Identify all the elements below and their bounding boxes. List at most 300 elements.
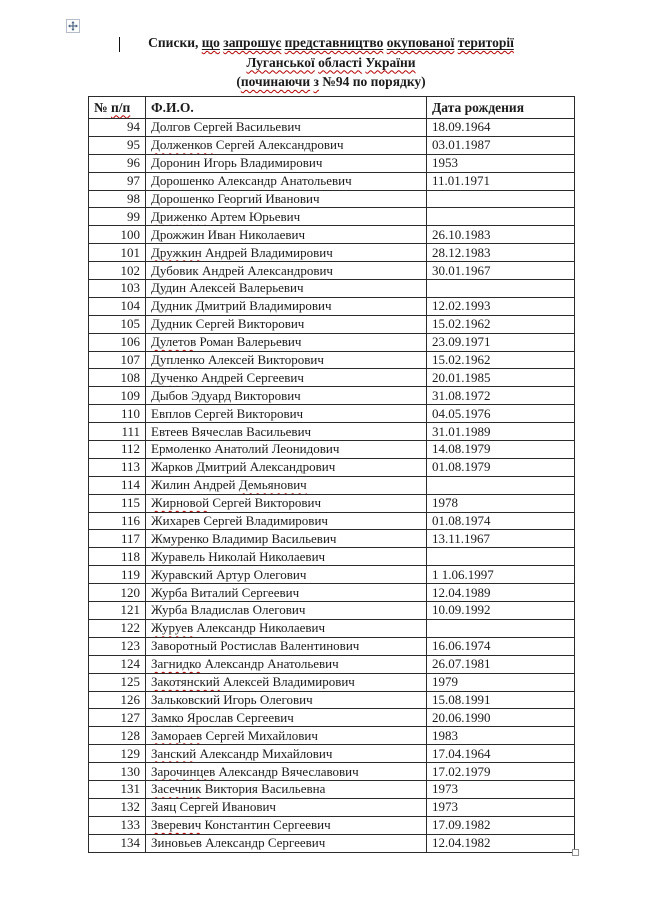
row-number-cell[interactable]: 119 xyxy=(89,566,146,584)
row-number-cell[interactable]: 110 xyxy=(89,405,146,423)
name-word: Дорошенко xyxy=(151,191,215,206)
row-number-cell[interactable]: 95 xyxy=(89,136,146,154)
name-word: Алексей xyxy=(222,674,270,690)
row-birthdate-cell[interactable]: 1 1.06.1997 xyxy=(427,566,575,584)
name-word: Игорь xyxy=(223,691,257,707)
name-word: Журба xyxy=(151,584,188,600)
table-row xyxy=(89,619,575,637)
name-word: Александрович xyxy=(258,137,344,153)
row-birthdate-cell[interactable]: 17.02.1979 xyxy=(427,763,575,781)
name-word: Журавель xyxy=(151,548,206,564)
table-row xyxy=(89,655,575,673)
row-birthdate-cell[interactable]: 17.09.1982 xyxy=(427,816,575,834)
row-name-cell[interactable] xyxy=(146,119,427,137)
row-number-cell[interactable]: 109 xyxy=(89,387,146,405)
row-name-cell[interactable] xyxy=(146,423,427,441)
row-number-cell[interactable]: 102 xyxy=(89,262,146,280)
row-name-cell[interactable] xyxy=(146,816,427,834)
names-table xyxy=(88,96,575,853)
row-name-cell[interactable] xyxy=(146,476,427,494)
row-number-cell[interactable]: 127 xyxy=(89,709,146,727)
row-number-cell[interactable]: 97 xyxy=(89,172,146,190)
row-number-cell[interactable]: 115 xyxy=(89,494,146,512)
text-segment: п/п xyxy=(110,99,131,115)
row-name-cell[interactable] xyxy=(146,691,427,709)
name-word: Андрей xyxy=(205,244,248,260)
name-word: Дриженко xyxy=(151,208,208,224)
name-word: Сергей xyxy=(193,119,233,135)
name-word: Викторович xyxy=(237,316,305,332)
name-word: Артем xyxy=(210,208,246,224)
name-word: Сергей xyxy=(215,137,255,153)
row-birthdate-cell[interactable]: 1973 xyxy=(427,780,575,798)
name-word: Зиновьев xyxy=(151,835,202,851)
name-word: Виталий xyxy=(190,584,239,600)
col-header-name[interactable] xyxy=(146,97,427,119)
name-word: Владимир xyxy=(212,530,269,546)
table-row xyxy=(89,405,575,423)
name-word: Михайлович xyxy=(247,727,318,743)
row-name-cell[interactable] xyxy=(146,136,427,154)
table-row xyxy=(89,172,575,190)
name-word: Валерьевич xyxy=(238,280,304,296)
row-name-cell[interactable] xyxy=(146,280,427,298)
name-word: Сергей xyxy=(195,316,235,332)
name-word: Андрей xyxy=(193,477,236,493)
table-row xyxy=(89,780,575,798)
name-word: Зальковский xyxy=(151,691,221,707)
row-name-cell[interactable] xyxy=(146,709,427,727)
row-number-cell[interactable]: 117 xyxy=(89,530,146,548)
table-row xyxy=(89,315,575,333)
name-word: Владислав xyxy=(190,602,250,618)
row-name-cell[interactable] xyxy=(146,637,427,655)
text-segment: ( xyxy=(236,74,241,89)
row-name-cell[interactable] xyxy=(146,619,427,637)
row-number-cell[interactable]: 112 xyxy=(89,441,146,459)
name-word: Сергеевич xyxy=(246,369,304,385)
row-name-cell[interactable] xyxy=(146,798,427,816)
row-birthdate-cell[interactable] xyxy=(427,280,575,298)
table-row xyxy=(89,441,575,459)
name-word: Ярослав xyxy=(186,709,234,725)
row-number-cell[interactable]: 99 xyxy=(89,208,146,226)
name-word: Замко xyxy=(151,709,184,725)
table-row xyxy=(89,494,575,512)
row-birthdate-cell[interactable]: 01.08.1974 xyxy=(427,512,575,530)
name-word: Иванович xyxy=(221,799,276,815)
text-segment: області xyxy=(318,54,363,70)
name-word: Владимирович xyxy=(249,298,332,314)
name-word: Замораев xyxy=(151,727,203,743)
row-birthdate-cell[interactable]: 12.04.1982 xyxy=(427,834,575,852)
row-name-cell[interactable] xyxy=(146,208,427,226)
name-word: Константин xyxy=(204,817,270,833)
row-name-cell[interactable] xyxy=(146,441,427,459)
table-row xyxy=(89,763,575,781)
table-row xyxy=(89,476,575,494)
name-word: Викторович xyxy=(254,495,321,511)
name-word: Анатольевич xyxy=(267,656,339,672)
row-number-cell[interactable]: 100 xyxy=(89,226,146,244)
name-word: Александр xyxy=(217,173,277,189)
table-row xyxy=(89,709,575,727)
table-row xyxy=(89,816,575,834)
row-name-cell[interactable] xyxy=(146,315,427,333)
name-word: Сергеевич xyxy=(236,709,294,725)
text-segment: Ф.И.О. xyxy=(151,99,194,115)
row-birthdate-cell[interactable] xyxy=(427,619,575,637)
row-birthdate-cell[interactable]: 13.11.1967 xyxy=(427,530,575,548)
col-header-number[interactable] xyxy=(89,97,146,119)
row-number-cell[interactable]: 126 xyxy=(89,691,146,709)
name-word: Евплов xyxy=(151,405,192,421)
name-word: Валерьевич xyxy=(236,334,302,350)
name-word: Игорь xyxy=(203,155,237,171)
row-number-cell[interactable]: 130 xyxy=(89,763,146,781)
table-row xyxy=(89,673,575,691)
name-word: Николай xyxy=(208,548,256,564)
row-birthdate-cell[interactable]: 20.01.1985 xyxy=(427,369,575,387)
row-number-cell[interactable]: 106 xyxy=(89,333,146,351)
name-word: Александр xyxy=(218,763,278,779)
table-row xyxy=(89,154,575,172)
row-birthdate-cell[interactable]: 10.09.1992 xyxy=(427,602,575,620)
name-word: Дудник xyxy=(151,298,193,314)
name-word: Сергеевич xyxy=(267,835,326,851)
table-row xyxy=(89,387,575,405)
name-word: Олегович xyxy=(252,602,306,618)
row-number-cell[interactable]: 101 xyxy=(89,244,146,262)
row-name-cell[interactable] xyxy=(146,262,427,280)
name-word: Викторович xyxy=(234,387,301,403)
row-birthdate-cell[interactable]: 17.04.1964 xyxy=(427,745,575,763)
table-row xyxy=(89,512,575,530)
table-row xyxy=(89,584,575,602)
row-number-cell[interactable]: 134 xyxy=(89,834,146,852)
name-word: Сергей xyxy=(179,799,219,815)
row-name-cell[interactable] xyxy=(146,673,427,691)
row-birthdate-cell[interactable]: 31.01.1989 xyxy=(427,423,575,441)
row-birthdate-cell[interactable]: 16.06.1974 xyxy=(427,637,575,655)
row-number-cell[interactable]: 131 xyxy=(89,780,146,798)
row-name-cell[interactable] xyxy=(146,655,427,673)
row-birthdate-cell[interactable]: 1953 xyxy=(427,154,575,172)
name-word: Дрожжин xyxy=(151,226,205,242)
name-word: Вячеславович xyxy=(281,763,359,779)
row-birthdate-cell[interactable]: 20.06.1990 xyxy=(427,709,575,727)
name-word: Сергей xyxy=(205,727,245,743)
name-word: Дружкин xyxy=(151,244,202,260)
row-birthdate-cell[interactable]: 1979 xyxy=(427,673,575,691)
name-word: Жарков xyxy=(151,459,193,475)
text-segment: України xyxy=(365,54,416,70)
document-title[interactable] xyxy=(88,33,574,92)
row-name-cell[interactable] xyxy=(146,566,427,584)
table-row xyxy=(89,727,575,745)
text-segment: окупованої xyxy=(386,35,455,50)
name-word: Анатольевич xyxy=(280,173,352,189)
name-word: Сергей xyxy=(203,513,243,529)
name-word: Занский xyxy=(151,745,197,761)
row-birthdate-cell[interactable]: 31.08.1972 xyxy=(427,387,575,405)
row-birthdate-cell[interactable]: 15.02.1962 xyxy=(427,351,575,369)
row-number-cell[interactable]: 105 xyxy=(89,315,146,333)
table-row xyxy=(89,691,575,709)
row-number-cell[interactable]: 107 xyxy=(89,351,146,369)
name-word: Виктория xyxy=(204,781,258,797)
row-name-cell[interactable] xyxy=(146,530,427,548)
row-name-cell[interactable] xyxy=(146,727,427,745)
name-word: Дудник xyxy=(151,316,193,332)
row-number-cell[interactable]: 113 xyxy=(89,458,146,476)
row-number-cell[interactable]: 103 xyxy=(89,280,146,298)
name-word: Евтеев xyxy=(151,423,189,439)
text-segment: запрошує xyxy=(223,35,282,50)
name-word: Иванович xyxy=(265,191,320,206)
table-move-handle-icon[interactable] xyxy=(66,19,80,33)
name-word: Сергей xyxy=(212,495,252,511)
row-name-cell[interactable] xyxy=(146,548,427,566)
table-row xyxy=(89,136,575,154)
table-row xyxy=(89,602,575,620)
table-row xyxy=(89,834,575,852)
table-row xyxy=(89,637,575,655)
name-word: Долгов xyxy=(151,119,191,135)
row-number-cell[interactable]: 114 xyxy=(89,476,146,494)
table-row xyxy=(89,458,575,476)
name-word: Журавский xyxy=(151,566,213,582)
name-word: Владимирович xyxy=(245,513,328,529)
name-word: Заяц xyxy=(151,799,177,815)
name-word: Георгий xyxy=(217,191,263,206)
row-birthdate-cell[interactable]: 26.10.1983 xyxy=(427,226,575,244)
name-word: Александр xyxy=(205,835,265,851)
name-word: Викторович xyxy=(257,352,324,368)
name-word: Долженков xyxy=(151,137,213,153)
name-word: Иван xyxy=(207,226,236,242)
row-name-cell[interactable] xyxy=(146,226,427,244)
name-word: Михайлович xyxy=(262,745,333,761)
row-name-cell[interactable] xyxy=(146,244,427,262)
name-word: Вячеслав xyxy=(191,423,243,439)
row-number-cell[interactable]: 122 xyxy=(89,619,146,637)
table-row xyxy=(89,423,575,441)
title-line[interactable] xyxy=(88,72,574,92)
name-word: Владимирович xyxy=(272,674,355,690)
row-name-cell[interactable] xyxy=(146,172,427,190)
row-number-cell[interactable]: 125 xyxy=(89,673,146,691)
row-number-cell[interactable]: 108 xyxy=(89,369,146,387)
title-line[interactable] xyxy=(88,53,574,73)
row-number-cell[interactable]: 98 xyxy=(89,190,146,208)
text-segment: Списки, xyxy=(148,35,202,50)
name-word: Олегович xyxy=(259,691,313,707)
name-word: Дученко xyxy=(151,369,198,385)
name-word: Журба xyxy=(151,602,188,618)
name-word: Дмитрий xyxy=(196,459,247,475)
table-row xyxy=(89,548,575,566)
row-name-cell[interactable] xyxy=(146,297,427,315)
row-birthdate-cell[interactable]: 12.04.1989 xyxy=(427,584,575,602)
row-name-cell[interactable] xyxy=(146,405,427,423)
row-birthdate-cell[interactable]: 01.08.1979 xyxy=(427,458,575,476)
row-birthdate-cell[interactable]: 12.02.1993 xyxy=(427,297,575,315)
name-word: Дорошенко xyxy=(151,173,215,189)
name-word: Сергеевич xyxy=(273,817,331,833)
row-birthdate-cell[interactable]: 15.02.1962 xyxy=(427,315,575,333)
text-segment: починаючи xyxy=(240,74,311,89)
name-word: Эдуард xyxy=(191,387,232,403)
row-birthdate-cell[interactable]: 26.07.1981 xyxy=(427,655,575,673)
name-word: Викторович xyxy=(236,405,304,421)
row-number-cell[interactable]: 94 xyxy=(89,119,146,137)
table-header-row xyxy=(89,97,575,119)
name-word: Жирновой xyxy=(151,495,210,511)
name-word: Жмуренко xyxy=(151,530,209,546)
name-word: Сергеевич xyxy=(241,584,300,600)
row-birthdate-cell[interactable]: 28.12.1983 xyxy=(427,244,575,262)
row-name-cell[interactable] xyxy=(146,387,427,405)
name-word: Алексей xyxy=(207,352,255,368)
name-word: Заворотный xyxy=(151,638,217,654)
row-birthdate-cell[interactable] xyxy=(427,190,575,208)
name-word: Валентинович xyxy=(279,638,360,654)
row-name-cell[interactable] xyxy=(146,763,427,781)
text-segment: Луганської xyxy=(246,54,315,70)
col-header-birthdate[interactable] xyxy=(427,97,575,119)
text-segment: з xyxy=(313,74,319,89)
name-word: Александрович xyxy=(247,262,333,278)
name-word: Васильевич xyxy=(246,423,312,439)
name-word: Жихарев xyxy=(151,513,201,529)
row-name-cell[interactable] xyxy=(146,512,427,530)
row-name-cell[interactable] xyxy=(146,494,427,512)
row-number-cell[interactable]: 121 xyxy=(89,602,146,620)
row-birthdate-cell[interactable]: 04.05.1976 xyxy=(427,405,575,423)
name-word: Журуев xyxy=(151,620,194,636)
name-word: Николаевич xyxy=(259,620,326,636)
text-segment: ) xyxy=(421,74,426,89)
name-word: Закотянский xyxy=(151,674,220,690)
row-number-cell[interactable]: 104 xyxy=(89,297,146,315)
name-word: Демьянович xyxy=(238,477,307,493)
row-number-cell[interactable]: 120 xyxy=(89,584,146,602)
name-word: Николаевич xyxy=(239,226,306,242)
row-birthdate-cell[interactable]: 23.09.1971 xyxy=(427,333,575,351)
row-birthdate-cell[interactable] xyxy=(427,548,575,566)
row-birthdate-cell[interactable] xyxy=(427,476,575,494)
name-word: Артур xyxy=(216,566,251,582)
row-number-cell[interactable]: 111 xyxy=(89,423,146,441)
row-number-cell[interactable]: 96 xyxy=(89,154,146,172)
row-name-cell[interactable] xyxy=(146,458,427,476)
text-segment: Дата рождения xyxy=(432,99,525,115)
table-row xyxy=(89,333,575,351)
name-word: Засечник xyxy=(151,781,202,797)
name-word: Владимирович xyxy=(240,155,323,171)
row-birthdate-cell[interactable]: 15.08.1991 xyxy=(427,691,575,709)
name-word: Александр xyxy=(199,745,259,761)
row-birthdate-cell[interactable]: 03.01.1987 xyxy=(427,136,575,154)
name-word: Александр xyxy=(204,656,264,672)
name-word: Васильевич xyxy=(271,530,337,546)
row-name-cell[interactable] xyxy=(146,333,427,351)
row-name-cell[interactable] xyxy=(146,154,427,172)
row-number-cell[interactable]: 133 xyxy=(89,816,146,834)
row-birthdate-cell[interactable]: 14.08.1979 xyxy=(427,441,575,459)
name-word: Александр xyxy=(196,620,256,636)
row-name-cell[interactable] xyxy=(146,780,427,798)
row-birthdate-cell[interactable]: 1983 xyxy=(427,727,575,745)
name-word: Дыбов xyxy=(151,387,188,403)
row-name-cell[interactable] xyxy=(146,745,427,763)
table-row xyxy=(89,190,575,208)
row-number-cell[interactable]: 128 xyxy=(89,727,146,745)
table-row xyxy=(89,297,575,315)
row-number-cell[interactable]: 129 xyxy=(89,745,146,763)
row-birthdate-cell[interactable]: 11.01.1971 xyxy=(427,172,575,190)
text-segment: території xyxy=(457,35,514,50)
row-name-cell[interactable] xyxy=(146,602,427,620)
row-number-cell[interactable]: 124 xyxy=(89,655,146,673)
row-number-cell[interactable]: 132 xyxy=(89,798,146,816)
table-row xyxy=(89,119,575,137)
name-word: Васильевич xyxy=(235,119,301,135)
name-word: Дупленко xyxy=(151,352,205,368)
move-cross-arrows-icon xyxy=(68,21,78,31)
table-row xyxy=(89,226,575,244)
table-row xyxy=(89,280,575,298)
name-word: Дудин xyxy=(151,280,187,296)
table-row xyxy=(89,745,575,763)
row-name-cell[interactable] xyxy=(146,190,427,208)
text-segment: що xyxy=(201,35,220,50)
name-word: Зверевич xyxy=(151,817,202,833)
table-row xyxy=(89,530,575,548)
row-name-cell[interactable] xyxy=(146,834,427,852)
name-word: Олегович xyxy=(253,566,307,582)
name-word: Жилин xyxy=(151,477,191,493)
name-word: Дмитрий xyxy=(195,298,246,314)
row-birthdate-cell[interactable]: 18.09.1964 xyxy=(427,119,575,137)
row-birthdate-cell[interactable]: 1978 xyxy=(427,494,575,512)
name-word: Сергей xyxy=(194,405,234,421)
row-number-cell[interactable]: 123 xyxy=(89,637,146,655)
row-name-cell[interactable] xyxy=(146,584,427,602)
name-word: Анатолий xyxy=(214,441,269,457)
row-birthdate-cell[interactable]: 1973 xyxy=(427,798,575,816)
text-segment: порядку xyxy=(370,74,422,89)
name-word: Николаевич xyxy=(259,548,326,564)
row-number-cell[interactable]: 116 xyxy=(89,512,146,530)
table-row xyxy=(89,351,575,369)
row-number-cell[interactable]: 118 xyxy=(89,548,146,566)
title-line[interactable] xyxy=(88,33,574,53)
name-word: Доронин xyxy=(151,155,201,171)
row-name-cell[interactable] xyxy=(146,351,427,369)
row-name-cell[interactable] xyxy=(146,369,427,387)
name-word: Васильевна xyxy=(261,781,326,797)
name-word: Ростислав xyxy=(220,638,277,654)
table-resize-handle[interactable] xyxy=(572,849,579,856)
row-birthdate-cell[interactable]: 30.01.1967 xyxy=(427,262,575,280)
name-word: Роман xyxy=(199,334,234,350)
name-word: Ермоленко xyxy=(151,441,212,457)
name-word: Зарочинцев xyxy=(151,763,216,779)
table-row xyxy=(89,369,575,387)
row-birthdate-cell[interactable] xyxy=(427,208,575,226)
